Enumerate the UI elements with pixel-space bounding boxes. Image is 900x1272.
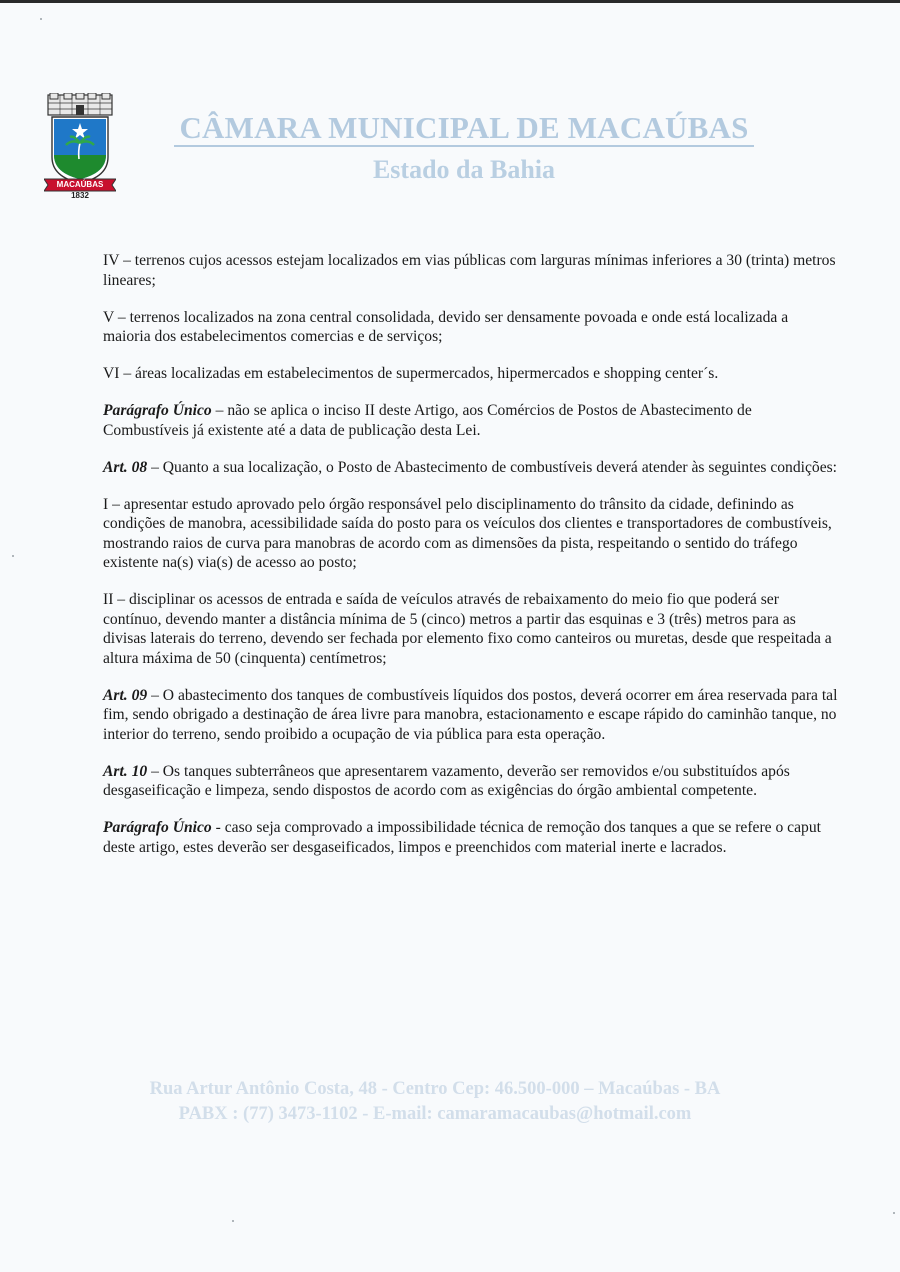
paragraph-text: – não se aplica o inciso II deste Artigo, aos Comércios de Postos de Abastecimento de Combustíveis já existente até a data de publicação desta Lei. xyxy=(103,402,752,439)
crest-year: 1832 xyxy=(71,191,89,200)
footer-contact: PABX : (77) 3473-1102 - E-mail: camaramacaubas@hotmail.com xyxy=(178,1104,692,1124)
scan-edge xyxy=(0,0,900,3)
article-lead: Art. 10 xyxy=(103,762,148,780)
scan-speck xyxy=(232,1220,234,1222)
paragraph-ii: II – disciplinar os acessos de entrada e saída de veículos através de rebaixamento do meio fio que poderá ser contínuo, devendo manter a distância mínima de 5 (cinco) metros a partir das esquinas e 3 (três) metros para as divisas laterais do terreno, devendo ser fechada por elemento fixo como canteiros ou muretas, desde que respeitada a altura máxima de 50 (cinquenta) centímetros; xyxy=(103,591,832,667)
page-subtitle: Estado da Bahia xyxy=(372,155,556,184)
paragraph-lead: Parágrafo Único xyxy=(103,819,212,836)
footer-address: Rua Artur Antônio Costa, 48 - Centro Cep: 46.500-000 – Macaúbas - BA xyxy=(149,1079,721,1099)
paragraph-unico-2 xyxy=(103,818,838,857)
paragraph-text: - caso seja comprovado a impossibilidade técnica de remoção dos tanques a que se refere o caput deste artigo, estes deverão ser desgaseificados, limpos e preenchidos com material inerte e lacrados. xyxy=(103,819,821,856)
paragraph-v: V – terrenos localizados na zona central consolidada, devido ser densamente povoada e onde está localizada a maioria dos estabelecimentos comercias e de serviços; xyxy=(103,308,789,345)
article-08 xyxy=(103,458,838,478)
article-text: – O abastecimento dos tanques de combustíveis líquidos dos postos, deverá ocorrer em área reservada para tal fim, sendo obrigado a destinação de área livre para manobra, estacionamento e escape rápido do caminhão tanque, no interior do terreno, sendo proibido a ocupação de via pública para esta operação. xyxy=(103,686,838,743)
crest-banner-text: MACAÚBAS xyxy=(56,180,104,189)
article-lead: Art. 09 xyxy=(103,686,148,704)
paragraph-i: I – apresentar estudo aprovado pelo órgão responsável pelo disciplinamento do trânsito da cidade, definindo as condições de manobra, acessibilidade saída do posto para os veículos dos clientes e transportadores de combustíveis, mostrando raios de curva para manobras de acordo com as dimensões da pista, respeitando o sentido do tráfego existente na(s) via(s) de acesso ao posto; xyxy=(103,495,832,571)
article-text: – Os tanques subterrâneos que apresentarem vazamento, deverão ser removidos e/ou substituídos após desgaseificação e limpeza, sendo dispostos de acordo com as exigências do órgão ambiental competente. xyxy=(103,762,790,799)
page-title: CÂMARA MUNICIPAL DE MACAÚBAS xyxy=(179,110,749,145)
paragraph-unico-1 xyxy=(103,401,838,440)
paragraph-lead: Parágrafo Único xyxy=(103,402,212,419)
scan-speck xyxy=(12,555,14,557)
article-09 xyxy=(103,686,838,745)
document-body xyxy=(103,251,838,875)
title-underline xyxy=(174,145,754,147)
article-10 xyxy=(103,762,838,801)
paragraph-vi: VI – áreas localizadas em estabelecimentos de supermercados, hipermercados e shopping center´s. xyxy=(103,365,719,382)
scan-speck xyxy=(40,18,42,20)
article-lead: Art. 08 xyxy=(103,458,148,476)
article-text: – Quanto a sua localização, o Posto de Abastecimento de combustíveis deverá atender às seguintes condições: xyxy=(147,458,838,476)
paragraph-iv: IV – terrenos cujos acessos estejam localizados em vias públicas com larguras mínimas inferiores a 30 (trinta) metros lineares; xyxy=(103,252,836,289)
scan-speck xyxy=(893,1212,895,1214)
